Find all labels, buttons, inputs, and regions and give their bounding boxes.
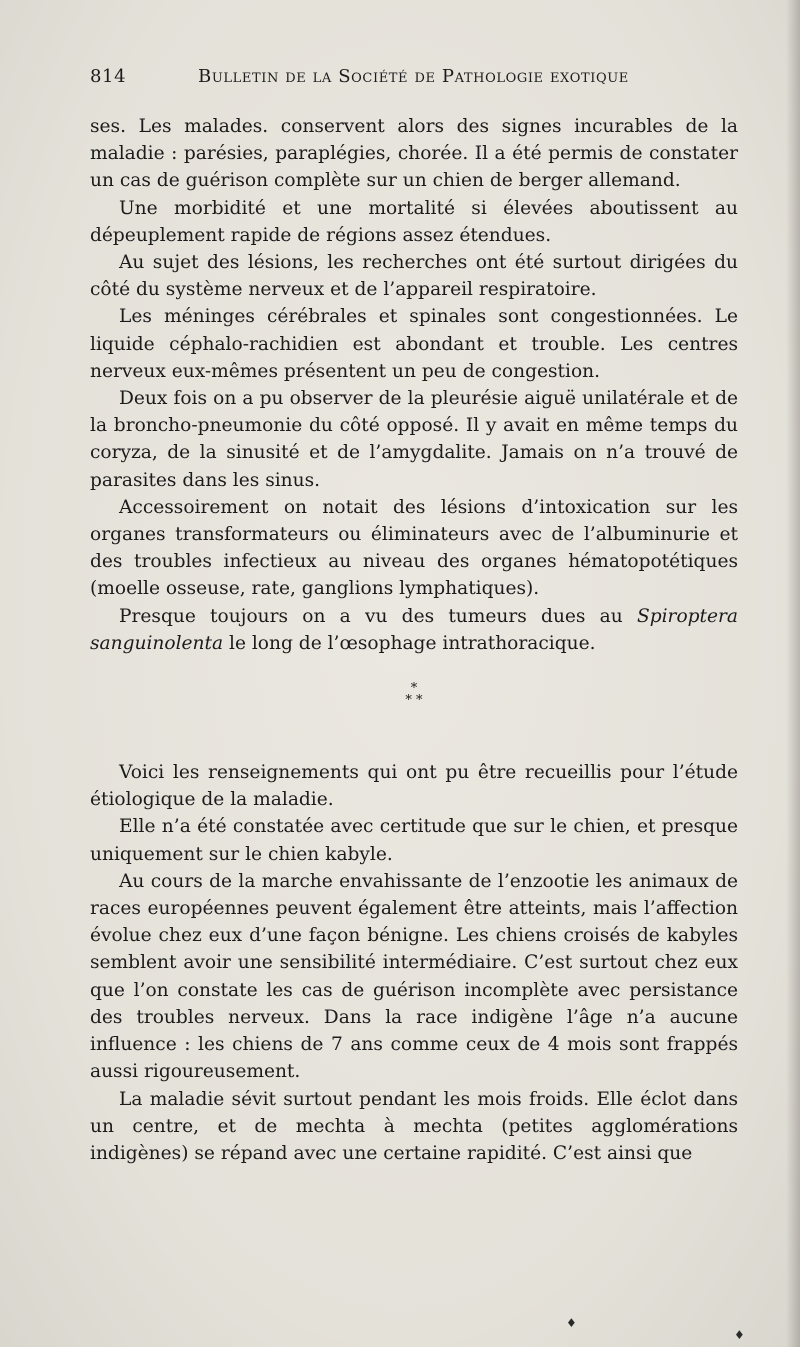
page-edge-shadow — [786, 0, 800, 1347]
paragraph-text: Presque toujours on a vu des tumeurs dues au — [119, 605, 637, 627]
paragraph-spiroptera — [90, 603, 738, 657]
paragraph: Au sujet des lésions, les recherches ont été surtout dirigées du côté du système nerveux et de l’appareil respiratoire. — [90, 252, 738, 301]
paragraph: La maladie sévit surtout pendant les mois froids. Elle éclot dans un centre, et de mechta à mechta (petites agglomérations indigènes) se répand avec une certaine rapidité. C’est ainsi que — [90, 1088, 738, 1164]
paragraph-text: le long de l’œsophage intrathoracique. — [223, 632, 596, 654]
paragraph: ses. Les malades. conservent alors des signes incurables de la maladie : parésies, paraplégies, chorée. Il a été permis de constater un cas de guérison complète sur un chien de berger allemand. — [90, 116, 738, 192]
body-text — [90, 113, 738, 1167]
paragraph: Une morbidité et une mortalité si élevées aboutissent au dépeuplement rapide de régions assez étendues. — [90, 197, 738, 246]
paragraph: Les méninges cérébrales et spinales sont congestionnées. Le liquide céphalo-rachidien est abondant et trouble. Les centres nerveux eux-mêmes présentent un peu de congestion. — [90, 306, 738, 382]
asterism-top-star: * — [410, 681, 418, 697]
running-head — [90, 66, 740, 94]
journal-title: Bulletin de la Société de Pathologie exotique — [198, 66, 629, 87]
footer-mark: ♦ — [734, 1328, 745, 1342]
page-number: 814 — [90, 66, 127, 87]
paragraph: Deux fois on a pu observer de la pleurésie aiguë unilatérale et de la broncho-pneumonie du côté opposé. Il y avait en même temps du coryza, de la sinusité et de l’amygdalite. Jamais on n’a trouvé de parasites dans les sinus. — [90, 388, 738, 491]
section-asterism — [90, 683, 738, 707]
paragraph: Accessoirement on notait des lésions d’intoxication sur les organes transformateurs ou éliminateurs avec de l’albuminurie et des troubles infectieux au niveau des organes hématopotétiques (moelle osseuse, rate, ganglions lymphatiques). — [90, 496, 738, 600]
footer-mark: ♦ — [566, 1316, 577, 1330]
paragraph: Elle n’a été constatée avec certitude que sur le chien, et presque uniquement sur le chien kabyle. — [90, 816, 738, 865]
species-name: Spiroptera sanguinolenta — [90, 605, 738, 654]
paragraph: Au cours de la marche envahissante de l’enzootie les animaux de races européennes peuvent également être atteints, mais l’affection évolue chez eux d’une façon bénigne. Les chiens croisés de kabyles semblent avoir une sensibilité intermédiaire. C’est surtout chez eux que l’on constate les cas de guérison incomplète avec persistance des troubles nerveux. Dans la race indigène l’âge n’a aucune influence : les chiens de 7 ans comme ceux de 4 mois sont frappés aussi rigoureusement. — [90, 870, 738, 1083]
paragraph: Voici les renseignements qui ont pu être recueillis pour l’étude étiologique de la maladie. — [90, 762, 738, 811]
asterism-bottom-stars: * * — [405, 693, 423, 709]
